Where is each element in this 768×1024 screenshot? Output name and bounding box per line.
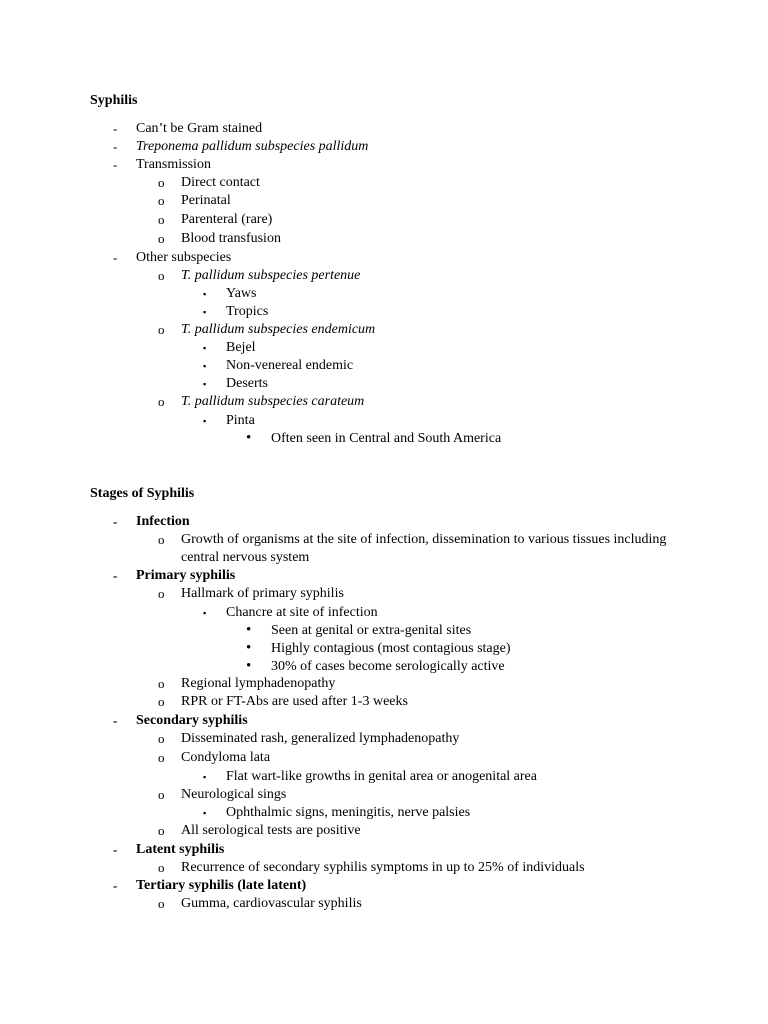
list-item: Other subspecies [136,250,232,265]
square-marker: ▪ [203,772,207,782]
dash-marker: - [113,121,118,136]
circle-marker: o [158,896,165,911]
square-marker: ▪ [203,416,207,426]
list-item: T. pallidum subspecies pertenue [181,268,361,283]
bullet-marker: • [246,658,252,674]
list-item: Treponema pallidum subspecies pallidum [136,139,369,154]
list-item: All serological tests are positive [181,823,361,838]
section-heading-syphilis: Syphilis [90,93,138,108]
circle-marker: o [158,787,165,802]
circle-marker: o [158,731,165,746]
stage-heading: Latent syphilis [136,842,225,857]
bullet-marker: • [246,640,252,656]
list-item: Condyloma lata [181,750,271,765]
list-item: Blood transfusion [181,231,281,246]
dash-marker: - [113,878,118,893]
list-item: RPR or FT-Abs are used after 1-3 weeks [181,694,408,709]
list-item: Yaws [226,286,257,301]
square-marker: ▪ [203,307,207,317]
circle-marker: o [158,212,165,227]
circle-marker: o [158,694,165,709]
list-item: Regional lymphadenopathy [181,676,336,691]
list-item: Highly contagious (most contagious stage) [271,641,511,656]
list-item: Can’t be Gram stained [136,121,263,136]
circle-marker: o [158,860,165,875]
circle-marker: o [158,175,165,190]
square-marker: ▪ [203,289,207,299]
dash-marker: - [113,139,118,154]
circle-marker: o [158,532,165,547]
list-item: Direct contact [181,175,260,190]
square-marker: ▪ [203,361,207,371]
list-item: Growth of organisms at the site of infection, dissemination to various tissues including central nervous system [181,532,667,565]
circle-marker: o [158,750,165,765]
circle-marker: o [158,231,165,246]
bullet-marker: • [246,430,252,446]
section-heading-stages: Stages of Syphilis [90,486,195,501]
list-item: Parenteral (rare) [181,212,273,227]
dash-marker: - [113,568,118,583]
circle-marker: o [158,823,165,838]
list-item: Flat wart-like growths in genital area or anogenital area [226,769,537,784]
list-item: Transmission [136,157,211,172]
list-item: Seen at genital or extra-genital sites [271,623,472,638]
bullet-marker: • [246,622,252,638]
square-marker: ▪ [203,379,207,389]
list-item: Recurrence of secondary syphilis symptoms in up to 25% of individuals [181,860,585,875]
list-item: Gumma, cardiovascular syphilis [181,896,362,911]
list-item: Pinta [226,413,255,428]
stage-heading: Primary syphilis [136,568,236,583]
stage-heading: Infection [136,514,190,529]
list-item: Disseminated rash, generalized lymphadenopathy [181,731,460,746]
list-item: Bejel [226,340,256,355]
list-item: Tropics [226,304,269,319]
list-item: Neurological sings [181,787,287,802]
circle-marker: o [158,586,165,601]
list-item: Non-venereal endemic [226,358,354,373]
dash-marker: - [113,713,118,728]
dash-marker: - [113,157,118,172]
stage-heading: Tertiary syphilis (late latent) [136,878,307,893]
list-item: Perinatal [181,193,231,208]
list-item: Ophthalmic signs, meningitis, nerve palsies [226,805,471,820]
list-item: Hallmark of primary syphilis [181,586,344,601]
circle-marker: o [158,394,165,409]
dash-marker: - [113,514,118,529]
list-item: Deserts [226,376,268,391]
list-item: T. pallidum subspecies carateum [181,394,365,409]
list-item: Often seen in Central and South America [271,431,502,446]
stage-heading: Secondary syphilis [136,713,248,728]
dash-marker: - [113,842,118,857]
list-item: Chancre at site of infection [226,605,378,620]
list-item: 30% of cases become serologically active [271,659,505,674]
list-item: T. pallidum subspecies endemicum [181,322,376,337]
circle-marker: o [158,193,165,208]
circle-marker: o [158,322,165,337]
circle-marker: o [158,676,165,691]
square-marker: ▪ [203,808,207,818]
circle-marker: o [158,268,165,283]
square-marker: ▪ [203,608,207,618]
dash-marker: - [113,250,118,265]
square-marker: ▪ [203,343,207,353]
